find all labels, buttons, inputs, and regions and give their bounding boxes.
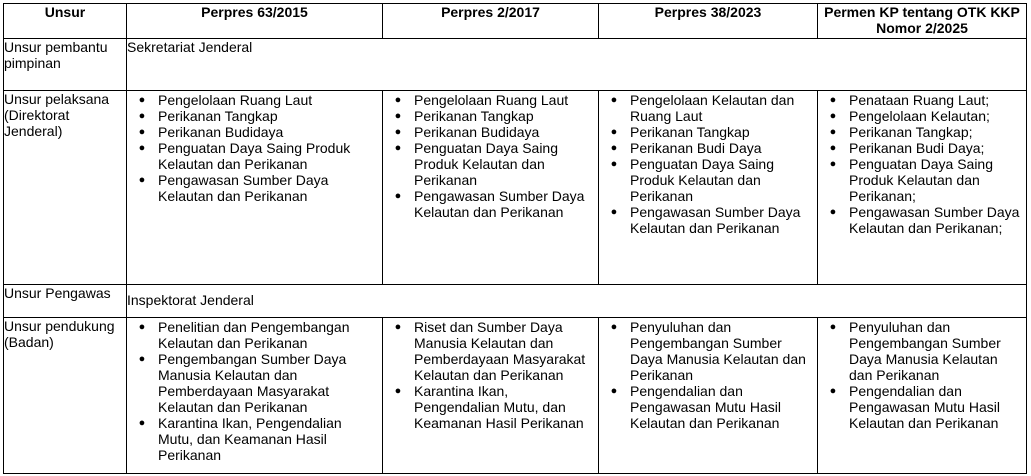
list-item	[599, 383, 817, 431]
header-unsur: Unsur	[4, 4, 127, 39]
list-item	[383, 108, 598, 124]
header-row	[4, 4, 1027, 39]
header-perpres-38-2023: Perpres 38/2023	[599, 4, 818, 39]
list-item	[127, 92, 382, 108]
bullet-icon: ●	[394, 126, 402, 138]
list-item	[127, 415, 382, 463]
bullet-icon: ●	[394, 94, 402, 106]
item-list	[599, 319, 817, 431]
merged-cell: Sekretariat Jenderal	[127, 39, 1027, 91]
list-item-text: Penguatan Daya Saing Produk Kelautan dan Perikanan	[158, 140, 351, 172]
list-item	[818, 108, 1026, 124]
list-item-text: Pengelolaan Kelautan dan Ruang Laut	[630, 92, 795, 124]
bullet-icon: ●	[610, 94, 618, 106]
bullet-icon: ●	[610, 321, 618, 333]
cell-perpres-38-2023	[599, 91, 818, 285]
cell-perpres-2-2017	[383, 91, 599, 285]
list-item-text: Perikanan Tangkap	[414, 108, 534, 124]
list-item	[818, 140, 1026, 156]
item-list	[127, 92, 382, 204]
list-item	[599, 319, 817, 383]
list-item-text: Perikanan Budidaya	[414, 124, 540, 140]
list-item-text: Pengawasan Sumber Daya Kelautan dan Perikanan;	[849, 204, 1020, 236]
list-item	[127, 140, 382, 172]
bullet-icon: ●	[829, 321, 837, 333]
list-item-text: Perikanan Budi Daya	[630, 140, 762, 156]
list-item-text: Pengendalian dan Pengawasan Mutu Hasil Kelautan dan Perikanan	[849, 383, 1000, 431]
bullet-icon: ●	[138, 110, 146, 122]
list-item	[818, 156, 1026, 204]
list-item	[599, 92, 817, 124]
item-list	[383, 319, 598, 431]
row-pengawas	[4, 285, 1027, 318]
header-perpres-2-2017: Perpres 2/2017	[383, 4, 599, 39]
bullet-icon: ●	[829, 206, 837, 218]
list-item-text: Perikanan Budidaya	[158, 124, 284, 140]
list-item-text: Karantina Ikan, Pengendalian Mutu, dan Keamanan Hasil Perikanan	[158, 415, 342, 463]
list-item	[383, 92, 598, 108]
bullet-icon: ●	[394, 142, 402, 154]
list-item	[127, 124, 382, 140]
list-item	[599, 140, 817, 156]
list-item	[599, 156, 817, 204]
list-item	[818, 92, 1026, 108]
list-item-text: Riset dan Sumber Daya Manusia Kelautan dan Pemberdayaan Masyarakat Kelautan dan Perikanan	[414, 319, 586, 383]
item-list	[383, 92, 598, 220]
list-item-text: Pengelolaan Ruang Laut	[158, 92, 313, 108]
bullet-icon: ●	[829, 142, 837, 154]
list-item-text: Perikanan Tangkap	[630, 124, 750, 140]
bullet-icon: ●	[394, 321, 402, 333]
bullet-icon: ●	[138, 126, 146, 138]
list-item-text: Penguatan Daya Saing Produk Kelautan dan Perikanan	[630, 156, 774, 204]
bullet-icon: ●	[610, 385, 618, 397]
cell-perpres-2-2017	[383, 318, 599, 474]
list-item	[127, 172, 382, 204]
list-item	[599, 204, 817, 236]
bullet-icon: ●	[829, 385, 837, 397]
list-item-text: Pengendalian dan Pengawasan Mutu Hasil Kelautan dan Perikanan	[630, 383, 781, 431]
bullet-icon: ●	[610, 206, 618, 218]
list-item	[818, 383, 1026, 431]
cell-permen-kp-2-2025	[818, 318, 1027, 474]
list-item	[383, 140, 598, 188]
list-item-text: Karantina Ikan, Pengendalian Mutu, dan Keamanan Hasil Perikanan	[414, 383, 584, 431]
bullet-icon: ●	[138, 94, 146, 106]
unsur-label: Unsur pendukung (Badan)	[4, 318, 127, 474]
item-list	[599, 92, 817, 236]
bullet-icon: ●	[610, 126, 618, 138]
list-item-text: Pengelolaan Kelautan;	[849, 108, 990, 124]
bullet-icon: ●	[138, 142, 146, 154]
bullet-icon: ●	[394, 190, 402, 202]
list-item	[383, 124, 598, 140]
list-item-text: Penelitian dan Pengembangan Kelautan dan Perikanan	[158, 319, 350, 351]
cell-perpres-63-2015	[127, 318, 383, 474]
list-item-text: Pengelolaan Ruang Laut	[414, 92, 569, 108]
cell-permen-kp-2-2025	[818, 91, 1027, 285]
list-item	[818, 319, 1026, 383]
list-item-text: Pengembangan Sumber Daya Manusia Kelautan dan Pemberdayaan Masyarakat Kelautan dan Perikanan	[158, 351, 347, 415]
otk-comparison-table	[3, 3, 1027, 474]
list-item	[818, 204, 1026, 236]
bullet-icon: ●	[829, 94, 837, 106]
row-pelaksana	[4, 91, 1027, 285]
bullet-icon: ●	[829, 110, 837, 122]
bullet-icon: ●	[138, 174, 146, 186]
list-item-text: Perikanan Tangkap;	[849, 124, 973, 140]
list-item-text: Pengawasan Sumber Daya Kelautan dan Perikanan	[630, 204, 801, 236]
bullet-icon: ●	[394, 385, 402, 397]
list-item-text: Penyuluhan dan Pengembangan Sumber Daya Manusia Kelautan dan Perikanan	[630, 319, 806, 383]
list-item	[818, 124, 1026, 140]
unsur-label: Unsur Pengawas	[4, 285, 127, 318]
list-item-text: Perikanan Budi Daya;	[849, 140, 985, 156]
list-item	[383, 188, 598, 220]
list-item-text: Penataan Ruang Laut;	[849, 92, 990, 108]
list-item	[383, 383, 598, 431]
list-item-text: Perikanan Tangkap	[158, 108, 278, 124]
header-permen-kp-2-2025: Permen KP tentang OTK KKP Nomor 2/2025	[818, 4, 1027, 39]
list-item-text: Penguatan Daya Saing Produk Kelautan dan Perikanan;	[849, 156, 993, 204]
list-item	[599, 124, 817, 140]
row-pendukung	[4, 318, 1027, 474]
bullet-icon: ●	[138, 417, 146, 429]
merged-cell: Inspektorat Jenderal	[127, 285, 1027, 318]
item-list	[818, 92, 1026, 236]
cell-perpres-38-2023	[599, 318, 818, 474]
bullet-icon: ●	[394, 110, 402, 122]
list-item	[127, 351, 382, 415]
list-item-text: Pengawasan Sumber Daya Kelautan dan Perikanan	[414, 188, 585, 220]
bullet-icon: ●	[829, 126, 837, 138]
item-list	[818, 319, 1026, 431]
bullet-icon: ●	[138, 321, 146, 333]
bullet-icon: ●	[610, 158, 618, 170]
list-item-text: Pengawasan Sumber Daya Kelautan dan Perikanan	[158, 172, 329, 204]
row-pembantu-pimpinan	[4, 39, 1027, 91]
list-item-text: Penguatan Daya Saing Produk Kelautan dan Perikanan	[414, 140, 558, 188]
item-list	[127, 319, 382, 463]
cell-perpres-63-2015	[127, 91, 383, 285]
bullet-icon: ●	[138, 353, 146, 365]
list-item	[383, 319, 598, 383]
bullet-icon: ●	[610, 142, 618, 154]
unsur-label: Unsur pelaksana (Direktorat Jenderal)	[4, 91, 127, 285]
list-item-text: Penyuluhan dan Pengembangan Sumber Daya Manusia Kelautan dan Perikanan	[849, 319, 1001, 383]
unsur-label: Unsur pembantu pimpinan	[4, 39, 127, 91]
list-item	[127, 319, 382, 351]
list-item	[127, 108, 382, 124]
header-perpres-63-2015: Perpres 63/2015	[127, 4, 383, 39]
bullet-icon: ●	[829, 158, 837, 170]
